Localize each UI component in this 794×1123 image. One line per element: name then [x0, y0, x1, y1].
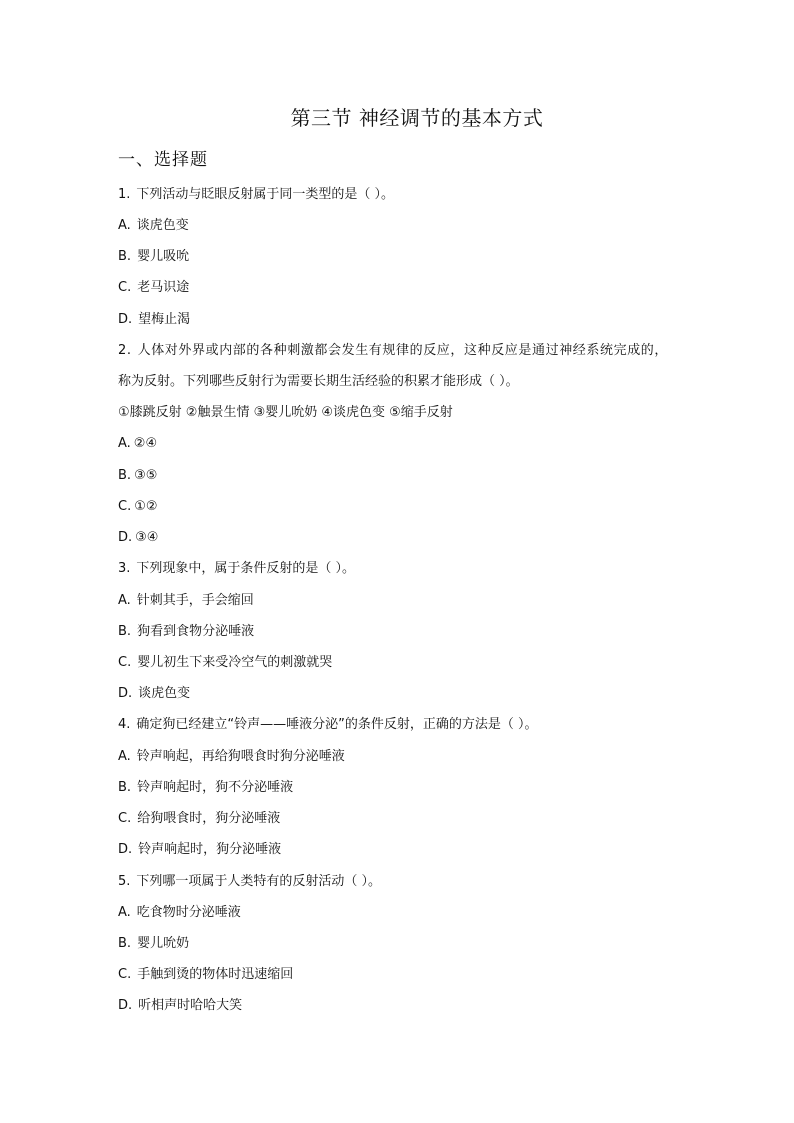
option-letter: D.: [118, 530, 133, 545]
option-text: 手触到烫的物体时迅速缩回: [137, 967, 294, 982]
question-text: 下列哪一项属于人类特有的反射活动（ ）。: [136, 874, 382, 889]
option-text: ①②: [134, 499, 158, 514]
option-letter: B.: [118, 936, 132, 951]
question-4-option-a: [118, 748, 345, 766]
option-text: 老马识途: [137, 280, 190, 295]
question-2-option-a: [118, 435, 157, 453]
question-1-option-a: [118, 217, 189, 235]
question-1-stem: [118, 186, 394, 204]
option-letter: C.: [118, 655, 132, 670]
option-text: 婴儿初生下来受冷空气的刺激就哭: [137, 655, 333, 670]
option-letter: D.: [118, 998, 133, 1013]
question-3-stem: [118, 560, 355, 578]
option-text: ②④: [133, 436, 158, 451]
question-2-items: [118, 404, 453, 422]
option-text: 婴儿吮奶: [137, 936, 190, 951]
option-letter: B.: [118, 624, 132, 639]
option-text: 铃声响起，再给狗喂食时狗分泌唾液: [136, 749, 345, 764]
question-number: 4.: [118, 717, 131, 732]
question-3-option-c: [118, 654, 332, 672]
option-letter: C.: [118, 280, 132, 295]
question-number: 2.: [118, 343, 132, 358]
question-2-stem: [118, 342, 668, 360]
option-letter: B.: [118, 249, 132, 264]
option-text: ③④: [135, 530, 159, 545]
option-letter: B.: [118, 780, 132, 795]
question-1-option-b: [118, 248, 189, 266]
question-2-option-d: [118, 529, 158, 547]
question-text: 称为反射。下列哪些反射行为需要长期生活经验的积累才能形成（ ）。: [118, 374, 519, 389]
question-text: 下列活动与眨眼反射属于同一类型的是（ ）。: [136, 187, 395, 202]
question-1-option-d: [118, 311, 190, 329]
question-5-option-b: [118, 935, 189, 953]
option-text: 谈虎色变: [136, 218, 189, 233]
option-text: 给狗喂食时，狗分泌唾液: [137, 811, 281, 826]
option-letter: A.: [118, 436, 131, 451]
question-number: 5.: [118, 874, 131, 889]
question-4-option-c: [118, 810, 280, 828]
option-text: 狗看到食物分泌唾液: [137, 624, 255, 639]
section-heading: 一、选择题: [118, 150, 208, 170]
question-4-option-b: [118, 779, 293, 797]
question-2-option-b: [118, 467, 157, 485]
option-text: 吃食物时分泌唾液: [136, 905, 241, 920]
question-number: 3.: [118, 561, 131, 576]
question-items-text: ①膝跳反射 ②触景生情 ③婴儿吮奶 ④谈虎色变 ⑤缩手反射: [118, 405, 453, 420]
question-5-option-d: [118, 997, 242, 1015]
option-letter: D.: [118, 842, 133, 857]
option-text: 铃声响起时，狗分泌唾液: [138, 842, 282, 857]
question-4-stem: [118, 716, 538, 734]
option-letter: B.: [118, 468, 132, 483]
option-text: 听相声时哈哈大笑: [138, 998, 243, 1013]
question-3-option-a: [118, 592, 254, 610]
question-4-option-d: [118, 841, 281, 859]
option-letter: D.: [118, 312, 133, 327]
option-letter: C.: [118, 967, 132, 982]
question-text: 人体对外界或内部的各种刺激都会发生有规律的反应，这种反应是通过神经系统完成的，: [137, 343, 669, 358]
question-3-option-d: [118, 685, 190, 703]
option-text: 铃声响起时，狗不分泌唾液: [137, 780, 294, 795]
question-5-option-c: [118, 966, 293, 984]
option-letter: A.: [118, 593, 131, 608]
question-3-option-b: [118, 623, 254, 641]
option-text: 针刺其手，手会缩回: [136, 593, 254, 608]
option-text: 望梅止渴: [138, 312, 191, 327]
option-text: 谈虎色变: [138, 686, 191, 701]
option-letter: A.: [118, 749, 131, 764]
question-5-stem: [118, 873, 381, 891]
option-text: ③⑤: [134, 468, 158, 483]
question-5-option-a: [118, 904, 241, 922]
question-2-stem-continued: [118, 373, 519, 391]
option-letter: C.: [118, 499, 132, 514]
question-text: 确定狗已经建立“铃声——唾液分泌”的条件反射，正确的方法是（ ）。: [136, 717, 538, 732]
question-text: 下列现象中，属于条件反射的是（ ）。: [136, 561, 356, 576]
option-letter: A.: [118, 905, 131, 920]
question-number: 1.: [118, 187, 131, 202]
question-1-option-c: [118, 279, 189, 297]
option-letter: C.: [118, 811, 132, 826]
page-title: 第三节 神经调节的基本方式: [290, 106, 544, 130]
option-letter: D.: [118, 686, 133, 701]
option-text: 婴儿吸吮: [137, 249, 190, 264]
question-2-option-c: [118, 498, 158, 516]
option-letter: A.: [118, 218, 131, 233]
